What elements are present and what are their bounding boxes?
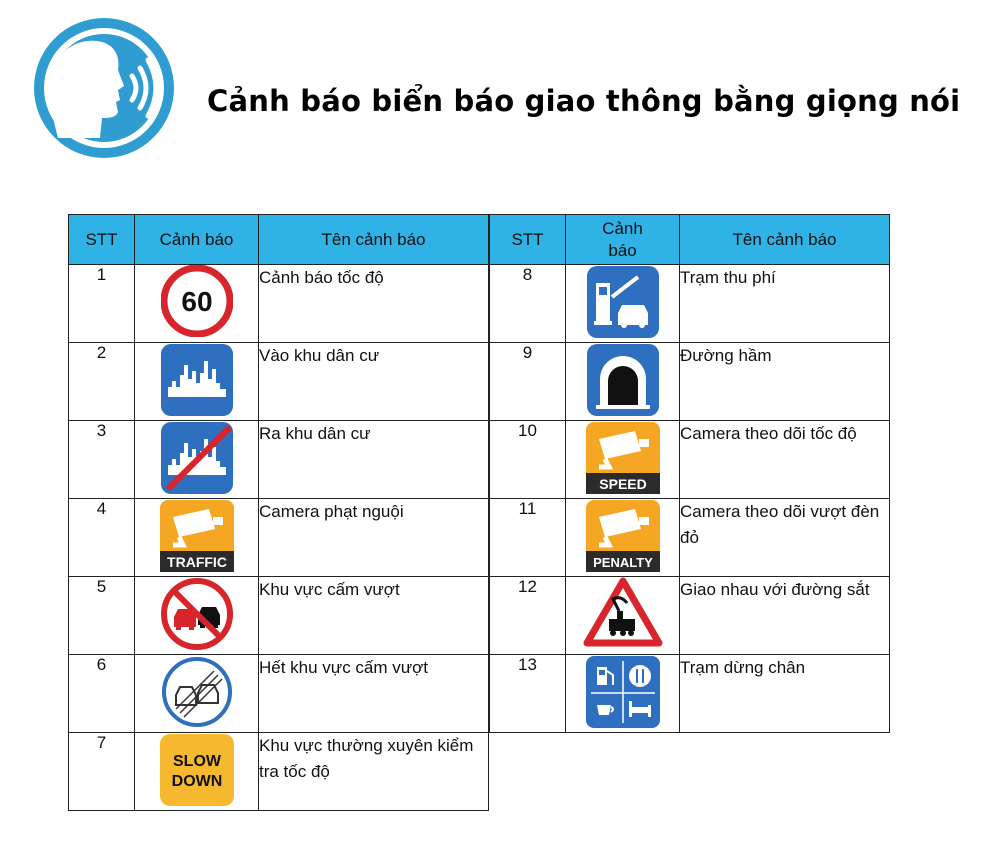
table-row xyxy=(69,733,489,811)
header-stt: STT xyxy=(490,215,566,265)
railway-crossing-icon xyxy=(583,577,663,649)
row-name: Camera phạt nguội xyxy=(259,499,489,577)
residential-area-end-icon xyxy=(160,421,234,495)
row-name: Hết khu vực cấm vượt xyxy=(259,655,489,733)
row-name: Đường hầm xyxy=(680,343,890,421)
row-stt: 12 xyxy=(490,577,566,655)
tunnel-icon xyxy=(586,343,660,417)
speed-limit-60-icon xyxy=(161,265,233,337)
row-name: Khu vực cấm vượt xyxy=(259,577,489,655)
row-name: Trạm thu phí xyxy=(680,265,890,343)
no-overtaking-icon xyxy=(160,577,234,651)
row-name: Trạm dừng chân xyxy=(680,655,890,733)
table-row xyxy=(69,265,489,343)
table-header-row xyxy=(490,215,890,265)
residential-area-start-icon xyxy=(160,343,234,417)
row-name: Ra khu dân cư xyxy=(259,421,489,499)
page-title: Cảnh báo biển báo giao thông bằng giọng nói xyxy=(207,84,961,118)
row-name: Camera theo dõi tốc độ xyxy=(680,421,890,499)
red-light-camera-icon xyxy=(585,499,661,573)
row-stt: 4 xyxy=(69,499,135,577)
down-label: DOWN xyxy=(171,773,222,790)
table-row xyxy=(490,265,890,343)
row-stt: 6 xyxy=(69,655,135,733)
row-stt: 5 xyxy=(69,577,135,655)
slow-label: SLOW xyxy=(172,753,221,770)
header-name: Tên cảnh báo xyxy=(680,215,890,265)
row-name: Vào khu dân cư xyxy=(259,343,489,421)
row-stt: 8 xyxy=(490,265,566,343)
row-name: Cảnh báo tốc độ xyxy=(259,265,489,343)
speed-camera-icon xyxy=(585,421,661,495)
header-icon: Cảnh báo xyxy=(135,215,259,265)
header-name: Tên cảnh báo xyxy=(259,215,489,265)
warning-table-right xyxy=(489,214,890,733)
table-row xyxy=(69,577,489,655)
table-header-row xyxy=(69,215,489,265)
voice-speaking-head-icon xyxy=(28,12,180,164)
slow-down-icon xyxy=(159,733,235,807)
row-stt: 3 xyxy=(69,421,135,499)
warning-table-left xyxy=(68,214,489,811)
row-name: Khu vực thường xuyên kiểm tra tốc độ xyxy=(259,733,489,811)
speed-limit-value: 60 xyxy=(180,286,213,317)
traffic-label: TRAFFIC xyxy=(166,554,227,570)
header-stt: STT xyxy=(69,215,135,265)
row-stt: 7 xyxy=(69,733,135,811)
row-stt: 1 xyxy=(69,265,135,343)
row-name: Giao nhau với đường sắt xyxy=(680,577,890,655)
table-row xyxy=(69,655,489,733)
table-row xyxy=(69,421,489,499)
row-stt: 9 xyxy=(490,343,566,421)
table-row xyxy=(490,343,890,421)
traffic-camera-icon xyxy=(159,499,235,573)
table-row xyxy=(69,499,489,577)
row-stt: 10 xyxy=(490,421,566,499)
row-stt: 13 xyxy=(490,655,566,733)
row-name: Camera theo dõi vượt đèn đỏ xyxy=(680,499,890,577)
row-stt: 2 xyxy=(69,343,135,421)
table-row xyxy=(490,421,890,499)
toll-station-icon xyxy=(586,265,660,339)
penalty-label: PENALTY xyxy=(592,555,653,570)
table-row xyxy=(490,499,890,577)
header-icon: Cảnh báo xyxy=(566,215,680,265)
end-no-overtaking-icon xyxy=(160,655,234,729)
rest-stop-icon xyxy=(585,655,661,729)
speed-label: SPEED xyxy=(598,476,647,492)
row-stt: 11 xyxy=(490,499,566,577)
table-row xyxy=(69,343,489,421)
table-row xyxy=(490,655,890,733)
table-row xyxy=(490,577,890,655)
